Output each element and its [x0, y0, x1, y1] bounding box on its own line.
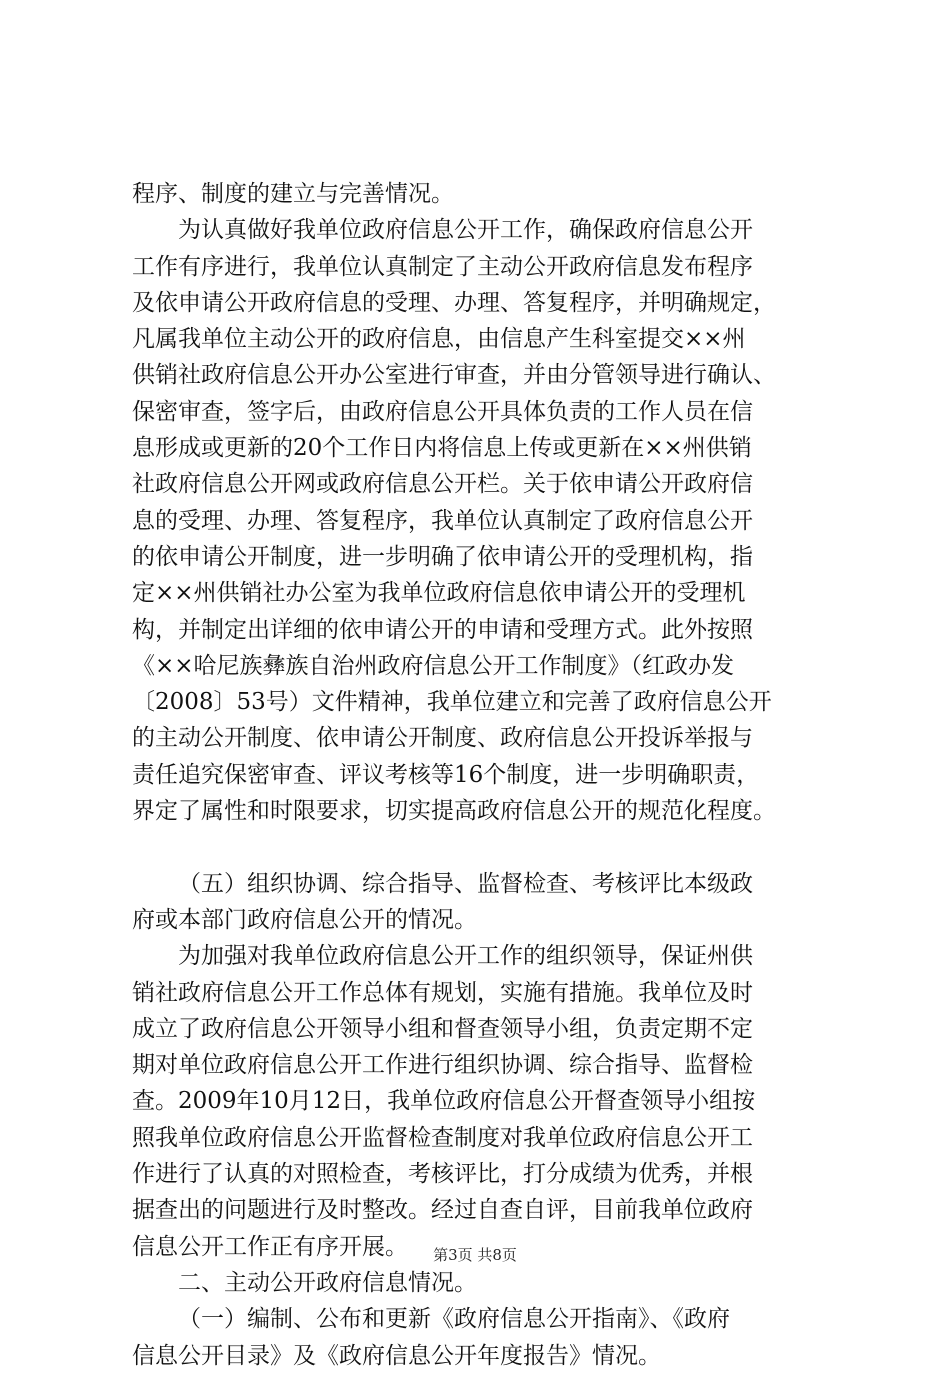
text-line: 查。2009年10月12日，我单位政府信息公开督查领导小组按	[132, 1088, 756, 1115]
text-line: 及依申请公开政府信息的受理、办理、答复程序，并明确规定，	[132, 289, 776, 316]
blank-line	[132, 829, 832, 865]
text-line: 期对单位政府信息公开工作进行组织协调、综合指导、监督检	[132, 1052, 753, 1079]
text-line: 信息公开目录》及《政府信息公开年度报告》情况。	[132, 1342, 661, 1369]
text-line: 责任追究保密审查、评议考核等16个制度，进一步明确职责，	[132, 761, 760, 788]
text-line: 据查出的问题进行及时整改。经过自查自评，目前我单位政府	[132, 1197, 753, 1224]
text-line: 信息公开工作正有序开展。	[132, 1233, 408, 1260]
text-line: 《××哈尼族彝族自治州政府信息公开工作制度》（红政办发	[132, 652, 735, 679]
text-line: 定××州供销社办公室为我单位政府信息依申请公开的受理机	[132, 580, 746, 607]
text-line: 照我单位政府信息公开监督检查制度对我单位政府信息公开工	[132, 1124, 753, 1151]
text-line: 息形成或更新的20个工作日内将信息上传或更新在××州供销	[132, 435, 752, 462]
text-line: 的主动公开制度、依申请公开制度、政府信息公开投诉举报与	[132, 725, 753, 752]
text-line: 府或本部门政府信息公开的情况。	[132, 906, 477, 933]
text-line: 作进行了认真的对照检查，考核评比，打分成绩为优秀，并根	[132, 1161, 753, 1188]
text-line: 凡属我单位主动公开的政府信息，由信息产生科室提交××州	[132, 326, 746, 353]
text-line: 界定了属性和时限要求，切实提高政府信息公开的规范化程度。	[132, 798, 776, 825]
body-text	[132, 176, 832, 1374]
text-line: 供销社政府信息公开办公室进行审查，并由分管领导进行确认、	[132, 362, 776, 389]
text-line: 构，并制定出详细的依申请公开的申请和受理方式。此外按照	[132, 616, 753, 643]
text-line: 的依申请公开制度，进一步明确了依申请公开的受理机构，指	[132, 543, 753, 570]
text-line: 销社政府信息公开工作总体有规划，实施有措施。我单位及时	[132, 979, 753, 1006]
page-footer: 第3页 共8页	[433, 1246, 517, 1264]
paragraph-start-line: 为认真做好我单位政府信息公开工作，确保政府信息公开	[178, 217, 753, 244]
text-line: 程序、制度的建立与完善情况。	[132, 181, 454, 207]
text-line: 〔2008〕53号）文件精神，我单位建立和完善了政府信息公开	[132, 689, 772, 716]
text-line: 成立了政府信息公开领导小组和督查领导小组，负责定期不定	[132, 1015, 753, 1042]
text-line: 工作有序进行，我单位认真制定了主动公开政府信息发布程序	[132, 253, 753, 280]
text-line: 息的受理、办理、答复程序，我单位认真制定了政府信息公开	[132, 507, 753, 534]
text-line: 社政府信息公开网或政府信息公开栏。关于依申请公开政府信	[132, 471, 753, 498]
section-heading-line: （一）编制、公布和更新《政府信息公开指南》、《政府	[178, 1306, 730, 1333]
paragraph-start-line: 为加强对我单位政府信息公开工作的组织领导，保证州供	[178, 943, 753, 970]
section-heading-line: （五）组织协调、综合指导、监督检查、考核评比本级政	[178, 870, 753, 897]
text-line: 保密审查，签字后，由政府信息公开具体负责的工作人员在信	[132, 398, 753, 425]
section-heading-line: 二、主动公开政府信息情况。	[178, 1269, 477, 1296]
